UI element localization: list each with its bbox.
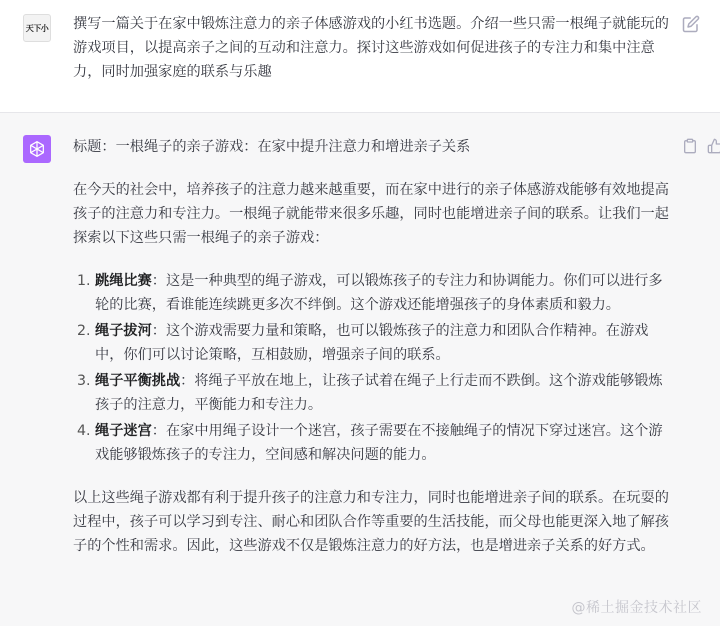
user-message-text: 撰写一篇关于在家中锻炼注意力的亲子体感游戏的小红书选题。介绍一些只需一根绳子就能玩的游戏项目，以提高亲子之间的互动和注意力。探讨这些游戏如何促进孩子的专注力和集中注意力，同时加强家庭的联系与乐趣 bbox=[73, 16, 669, 80]
user-message-row bbox=[0, 0, 720, 113]
assistant-message-content bbox=[73, 135, 671, 558]
game-description: ：这是一种典型的绳子游戏，可以锻炼孩子的专注力和协调能力。你们可以进行多轮的比赛，看谁能连续跳更多次不绊倒。这个游戏还能增强孩子的身体素质和毅力。 bbox=[95, 273, 663, 313]
game-name: 绳子平衡挑战 bbox=[95, 373, 181, 389]
response-title: 标题：一根绳子的亲子游戏：在家中提升注意力和增进亲子关系 bbox=[73, 139, 471, 155]
watermark: @稀土掘金技术社区 bbox=[571, 600, 702, 616]
edit-icon[interactable] bbox=[682, 15, 700, 33]
list-item bbox=[95, 319, 671, 367]
list-item bbox=[95, 269, 671, 317]
game-name: 跳绳比赛 bbox=[95, 273, 152, 289]
assistant-message-row bbox=[0, 113, 720, 626]
assistant-avatar bbox=[23, 135, 51, 163]
clipboard-icon[interactable] bbox=[682, 138, 698, 154]
openai-logo-icon bbox=[27, 139, 47, 159]
game-description: ：这个游戏需要力量和策略，也可以锻炼孩子的注意力和团队合作精神。在游戏中，你们可以讨论策略，互相鼓励，增强亲子间的联系。 bbox=[95, 323, 649, 363]
list-item bbox=[95, 419, 671, 467]
game-name: 绳子拔河 bbox=[95, 323, 152, 339]
user-avatar: 天下小 bbox=[23, 14, 51, 42]
game-description: ：在家中用绳子设计一个迷宫，孩子需要在不接触绳子的情况下穿过迷宫。这个游戏能够锻炼孩子的专注力，空间感和解决问题的能力。 bbox=[95, 423, 663, 463]
thumbs-up-icon[interactable] bbox=[707, 138, 720, 154]
list-item bbox=[95, 369, 671, 417]
game-description: ：将绳子平放在地上，让孩子试着在绳子上行走而不跌倒。这个游戏能够锻炼孩子的注意力，平衡能力和专注力。 bbox=[95, 373, 663, 413]
response-intro: 在今天的社会中，培养孩子的注意力越来越重要，而在家中进行的亲子体感游戏能够有效地提高孩子的注意力和专注力。一根绳子就能带来很多乐趣，同时也能增进亲子间的联系。让我们一起探索以下这些只需一根绳子的亲子游戏： bbox=[73, 182, 669, 246]
game-name: 绳子迷宫 bbox=[95, 423, 152, 439]
response-conclusion: 以上这些绳子游戏都有利于提升孩子的注意力和专注力，同时也能增进亲子间的联系。在玩耍的过程中，孩子可以学习到专注、耐心和团队合作等重要的生活技能，而父母也能更深入地了解孩子的个性和需求。因此，这些游戏不仅是锻炼注意力的好方法，也是增进亲子关系的好方式。 bbox=[73, 490, 669, 554]
game-list bbox=[73, 269, 671, 467]
